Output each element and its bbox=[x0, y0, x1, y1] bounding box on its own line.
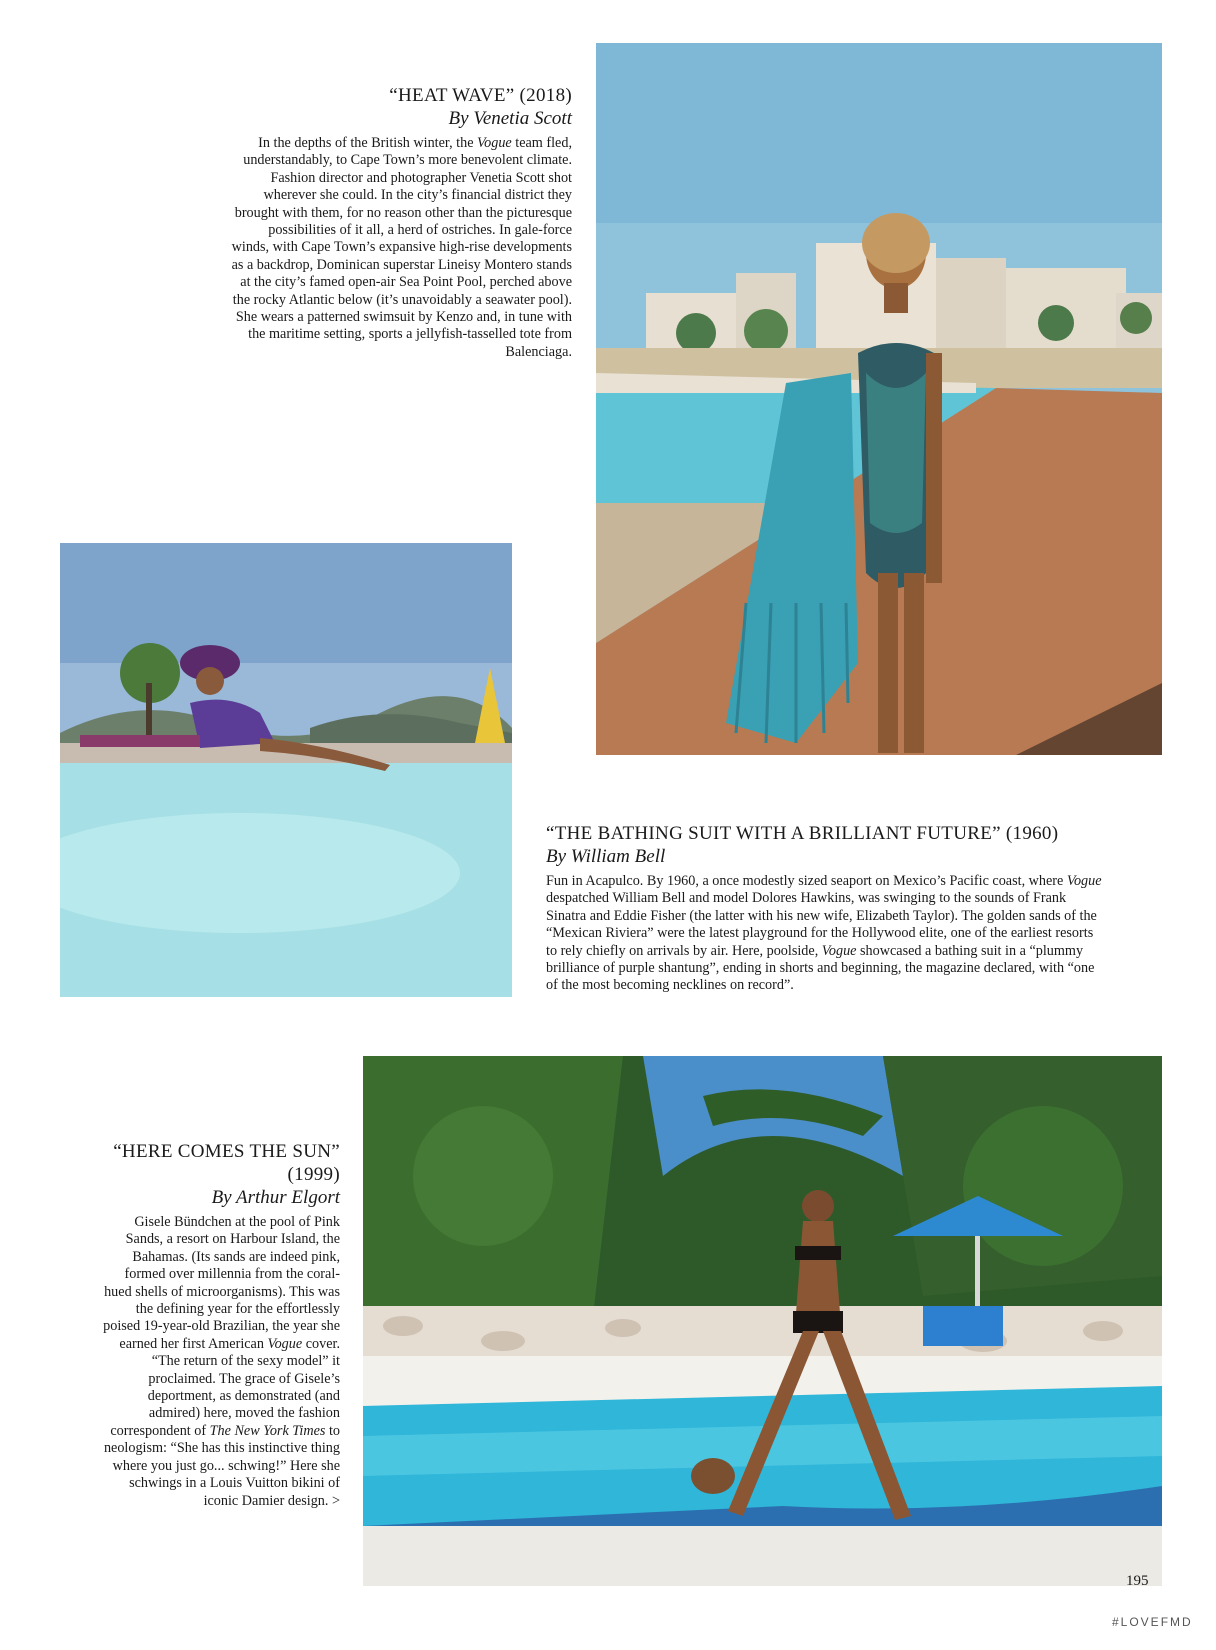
caption-text-segment: The New York Times bbox=[209, 1422, 326, 1439]
caption-here-comes-the-sun-body bbox=[98, 1214, 340, 1510]
caption-heat-wave bbox=[230, 84, 572, 361]
caption-text-segment: In the depths of the British winter, the bbox=[258, 135, 478, 151]
caption-text-segment: Fun in Acapulco. By 1960, a once modestly sized seaport on Mexico’s Pacific coast, where bbox=[546, 873, 1067, 889]
caption-text-segment: showcased a bathing suit in a “plummy brilliance of purple shantung”, ending in shorts and beginning, the magazine declared, with “one of the most becoming necklines on record”. bbox=[546, 942, 1095, 994]
caption-here-comes-the-sun-title: “HERE COMES THE SUN” (1999) bbox=[113, 1141, 340, 1185]
photo-bathing-suit bbox=[60, 543, 512, 997]
watermark: #LOVEFMD bbox=[1112, 1615, 1193, 1629]
photo-heat-wave bbox=[596, 43, 1162, 755]
caption-text-segment: Gisele Bündchen at the pool of Pink Sands, a resort on Harbour Island, the Bahamas. (Its sands are indeed pink, formed over millennia from the coral-hued shells of microorganisms). This was the defining year for the effortlessly poised 19-year-old Brazilian, the year she earned her first American bbox=[103, 1214, 340, 1352]
caption-text-segment: to neologism: “She has this instinctive thing where you just go... schwing!” Here she schwings in a Louis Vuitton bikini of iconic Damier design. > bbox=[103, 1422, 340, 1509]
caption-bathing-suit bbox=[546, 822, 1106, 995]
caption-heat-wave-body bbox=[230, 135, 572, 361]
caption-text-segment: Vogue bbox=[267, 1335, 303, 1352]
caption-text-segment: team fled, understandably, to Cape Town’s more benevolent climate. Fashion director and photographer Venetia Scott shot wherever she could. In the city’s financial district they brought with them, for no reason other than the picturesque possibilities of it all, a herd of ostriches. In gale-force winds, with Cape Town’s expansive high-rise developments as a backdrop, Dominican superstar Lineisy Montero stands at the city’s famed open-air Sea Point Pool, perched above the rocky Atlantic below (it’s unavoidably a seawater pool). She wears a patterned swimsuit by Kenzo and, in tune with the maritime setting, sports a jellyfish-tasselled tote from Balenciaga. bbox=[231, 135, 572, 360]
caption-bathing-suit-byline: By William Bell bbox=[546, 846, 666, 867]
caption-heat-wave-byline: By Venetia Scott bbox=[448, 108, 572, 129]
caption-bathing-suit-body bbox=[546, 873, 1106, 995]
caption-text-segment: despatched William Bell and model Dolores Hawkins, was swinging to the sounds of Frank Sinatra and Eddie Fisher (the latter with his new wife, Elizabeth Taylor). The golden sands of the “Mexican Riviera” were the latest playground for the Hollywood elite, one of the earliest resorts to rely chiefly on arrivals by air. Here, poolside, bbox=[546, 890, 1097, 959]
caption-text-segment: cover. “The return of the sexy model” it proclaimed. The grace of Gisele’s deportment, as demonstrated (and admired) here, moved the fashion correspondent of bbox=[110, 1335, 340, 1439]
caption-text-segment: Vogue bbox=[1066, 873, 1102, 889]
page-number: 195 bbox=[1126, 1573, 1149, 1589]
caption-bathing-suit-title: “THE BATHING SUIT WITH A BRILLIANT FUTURE” (1960) bbox=[546, 823, 1059, 844]
caption-heat-wave-title: “HEAT WAVE” (2018) bbox=[389, 85, 572, 106]
photo-here-comes-the-sun-image bbox=[363, 1056, 1162, 1586]
caption-here-comes-the-sun-byline: By Arthur Elgort bbox=[211, 1187, 340, 1208]
caption-text-segment: Vogue bbox=[477, 135, 512, 151]
photo-bathing-suit-image bbox=[60, 543, 512, 997]
caption-text-segment: Vogue bbox=[821, 942, 857, 959]
photo-here-comes-the-sun bbox=[363, 1056, 1162, 1586]
caption-here-comes-the-sun bbox=[98, 1140, 340, 1510]
photo-heat-wave-image bbox=[596, 43, 1162, 755]
